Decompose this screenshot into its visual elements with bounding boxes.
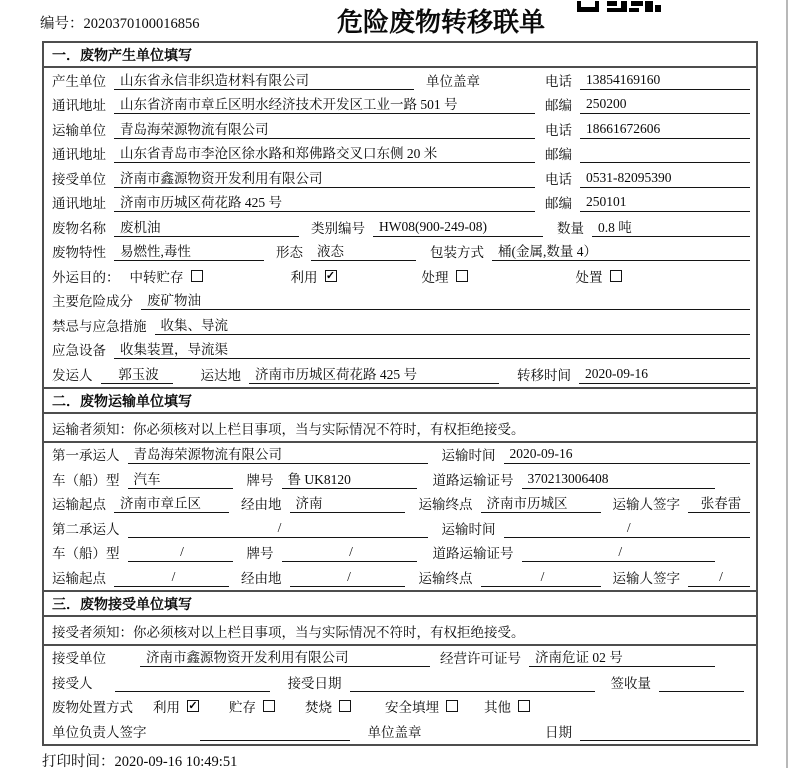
carrier2-row [44,516,756,541]
via2-value: / [290,569,405,587]
vehicle1-label: 车（船）型 [52,472,120,488]
end1-value: 济南市历城区 [481,492,601,513]
hazard-label: 主要危险成分 [52,294,133,310]
disposal-label: 废物处置方式 [52,700,133,716]
carrier1-value: 青岛海荣源物流有限公司 [128,443,428,464]
route1-row [44,492,756,517]
print-time-value: 2020-09-16 10:49:51 [114,754,238,770]
receiver-address-value: 济南市历城区荷花路 425 号 [114,191,535,212]
carrier2-time-label: 运输时间 [441,521,496,537]
transporter-value: 青岛海荣源物流有限公司 [114,118,535,139]
via1-label: 经由地 [241,497,282,513]
dispatch-row [44,362,756,387]
receiver-zip-value: 250101 [580,194,750,212]
origin1-value: 济南市章丘区 [114,492,229,513]
receiver-row [44,166,756,191]
sign1-label: 运输人签字 [612,497,680,513]
purpose-option-dispose-label: 处置 [575,269,603,285]
disposal-landfill-checkbox [446,700,458,712]
disposal-other-checkbox [518,700,530,712]
dispose-checkbox [610,270,622,282]
vehicle2-value: / [128,544,233,562]
origin1-label: 运输起点 [52,497,106,513]
shipper-label: 发运人 [52,367,93,383]
treat-checkbox [456,270,468,282]
responsible-sign-label: 单位负责人签字 [52,724,147,740]
accept-date-label: 接受日期 [287,675,342,691]
accept-unit-value: 济南市鑫源物资开发利用有限公司 [140,646,430,667]
section3-notice: 接受者须知：你必须核对以上栏目事项，当与实际情况不符时，有权拒绝接受。 [44,617,756,646]
road-permit1-value: 370213006408 [522,471,716,489]
business-permit-label: 经营许可证号 [440,651,521,667]
plate1-label: 牌号 [246,472,274,488]
section3-header: 三．废物接受单位填写 [44,590,756,617]
transporter-phone-label: 电话 [545,122,572,138]
carrier2-value: / [128,520,428,538]
transfer-storage-checkbox [191,270,203,282]
disposal-row [44,695,756,720]
receiver-address-row [44,191,756,216]
origin2-label: 运输起点 [52,570,106,586]
transporter-zip-label: 邮编 [545,147,572,163]
producer-address-row [44,93,756,118]
sign2-value: / [688,569,750,587]
purpose-label: 外运目的： [52,269,120,285]
disposal-option-incinerate [305,696,351,716]
accept-unit-row [44,646,756,671]
producer-label: 产生单位 [52,73,106,89]
transporter-address-label: 通讯地址 [52,147,106,163]
vehicle1-row [44,467,756,492]
hazard-row [44,289,756,314]
print-time-label: 打印时间： [42,754,115,770]
shipper-value: 郭玉波 [101,363,173,384]
disposal-option-use [153,696,199,716]
producer-seal-label: 单位盖章 [426,73,480,89]
disposal-store-checkbox [263,700,275,712]
disposal-option-incinerate-label: 焚烧 [305,700,332,716]
waste-traits-row [44,240,756,265]
waste-traits-label: 废物特性 [52,245,106,261]
destination-label: 运达地 [200,367,241,383]
destination-value: 济南市历城区荷花路 425 号 [249,363,499,384]
producer-phone-value: 13854169160 [580,72,750,90]
disposal-incinerate-checkbox [339,700,351,712]
emergency-measures-label: 禁忌与应急措施 [52,318,147,334]
waste-quantity-label: 数量 [557,220,584,236]
carrier2-label: 第二承运人 [52,521,120,537]
packing-label: 包装方式 [430,245,484,261]
qr-code-fragment [577,0,661,16]
disposal-option-landfill-label: 安全填埋 [385,700,439,716]
section2-notice: 运输者须知：你必须核对以上栏目事项，当与实际情况不符时，有权拒绝接受。 [44,414,756,443]
waste-name-row [44,215,756,240]
section2-header: 二．废物运输单位填写 [44,387,756,414]
carrier1-row [44,443,756,468]
waste-name-label: 废物名称 [52,220,106,236]
plate1-value: 鲁 UK8120 [282,468,417,489]
unit-seal-label: 单位盖章 [367,724,422,740]
waste-quantity-value: 0.8 吨 [592,216,750,237]
purpose-option-dispose [576,266,622,286]
producer-address-value: 山东省济南市章丘区明水经济技术开发区工业一路 501 号 [114,93,535,114]
end2-label: 运输终点 [418,570,473,586]
road-permit2-value: / [522,544,716,562]
via1-value: 济南 [290,492,405,513]
waste-traits-value: 易燃性,毒性 [114,240,264,261]
business-permit-value: 济南危证 02 号 [529,646,715,667]
disposal-option-store [229,696,275,716]
receipt-row [44,670,756,695]
purpose-option-treat-label: 处理 [421,269,449,285]
sign1-value: 张春雷 [688,492,750,513]
emergency-equipment-label: 应急设备 [52,343,106,359]
producer-zip-value: 250200 [580,96,750,114]
disposal-option-landfill [385,696,458,716]
transporter-row [44,117,756,142]
disposal-option-store-label: 贮存 [229,700,256,716]
vehicle2-label: 车（船）型 [52,546,120,562]
waste-category-label: 类别编号 [311,220,365,236]
producer-address-label: 通讯地址 [52,98,106,114]
emergency-equipment-row [44,338,756,363]
accept-date-value [350,674,595,692]
producer-value: 山东省永信非织造材料有限公司 [114,69,414,90]
road-permit2-label: 道路运输证号 [432,546,514,562]
via2-label: 经由地 [241,570,282,586]
signoff-row [44,719,756,744]
purpose-option-transfer-storage-label: 中转贮存 [129,269,184,285]
route2-row [44,565,756,590]
page-right-edge [786,0,788,768]
purpose-option-transfer-storage [130,266,203,286]
transfer-manifest-form [42,41,758,746]
carrier1-time-label: 运输时间 [441,448,496,464]
transporter-phone-value: 18661672606 [580,121,750,139]
vehicle2-row [44,541,756,566]
plate2-label: 牌号 [246,546,274,562]
waste-category-value: HW08(900-249-08) [373,219,543,237]
accept-person-value [115,674,270,692]
carrier1-time-value: 2020-09-16 [504,446,751,464]
purpose-option-use-label: 利用 [290,269,318,285]
doc-number-value: 2020370100016856 [83,16,200,32]
origin2-value: / [114,569,229,587]
disposal-option-use-label: 利用 [153,700,180,716]
vehicle1-value: 汽车 [128,468,233,489]
receiver-value: 济南市鑫源物资开发利用有限公司 [114,167,535,188]
page-title: 危险废物转移联单 [337,8,546,37]
transporter-zip-value [580,145,750,163]
producer-phone-label: 电话 [545,73,572,89]
receiver-phone-label: 电话 [545,171,572,187]
receipt-qty-label: 签收量 [610,675,651,691]
transporter-address-value: 山东省青岛市李沧区徐水路和郑佛路交叉口东侧 20 米 [114,142,535,163]
purpose-option-treat [422,266,468,286]
end1-label: 运输终点 [418,497,473,513]
receiver-zip-label: 邮编 [545,196,572,212]
waste-name-value: 废机油 [114,216,299,237]
producer-zip-label: 邮编 [545,98,572,114]
carrier1-label: 第一承运人 [52,448,120,464]
disposal-option-other [484,696,530,716]
transfer-time-label: 转移时间 [517,367,571,383]
receiver-phone-value: 0531-82095390 [580,170,750,188]
receiver-address-label: 通讯地址 [52,196,106,212]
receipt-qty-value [659,674,744,692]
receiver-label: 接受单位 [52,171,106,187]
transporter-address-row [44,142,756,167]
plate2-value: / [282,544,417,562]
producer-row [44,68,756,93]
doc-number-label: 编号： [40,16,84,32]
date-value [580,723,750,741]
packing-value: 桶(金属,数量 4） [492,240,750,261]
transporter-label: 运输单位 [52,122,106,138]
emergency-measures-value: 收集、导流 [155,314,751,335]
carrier2-time-value: / [504,520,751,538]
waste-form-value: 液态 [311,240,416,261]
road-permit1-label: 道路运输证号 [432,472,514,488]
waste-form-label: 形态 [276,245,303,261]
transfer-time-value: 2020-09-16 [579,366,750,384]
emergency-measures-row [44,313,756,338]
emergency-equipment-value: 收集装置，导流渠 [114,338,750,359]
disposal-use-checkbox: ✓ [188,700,198,713]
accept-person-label: 接受人 [52,675,93,691]
disposal-option-other-label: 其他 [484,700,511,716]
sign2-label: 运输人签字 [612,570,680,586]
accept-unit-label: 接受单位 [52,651,106,667]
use-checkbox: ✓ [325,269,336,282]
doc-number [40,12,200,33]
date-label: 日期 [545,724,572,740]
section1-header: 一．废物产生单位填写 [44,43,756,68]
responsible-sign-value [200,723,350,741]
purpose-row [44,264,756,289]
end2-value: / [481,569,601,587]
purpose-option-use [291,266,337,286]
hazard-value: 废矿物油 [141,289,750,310]
